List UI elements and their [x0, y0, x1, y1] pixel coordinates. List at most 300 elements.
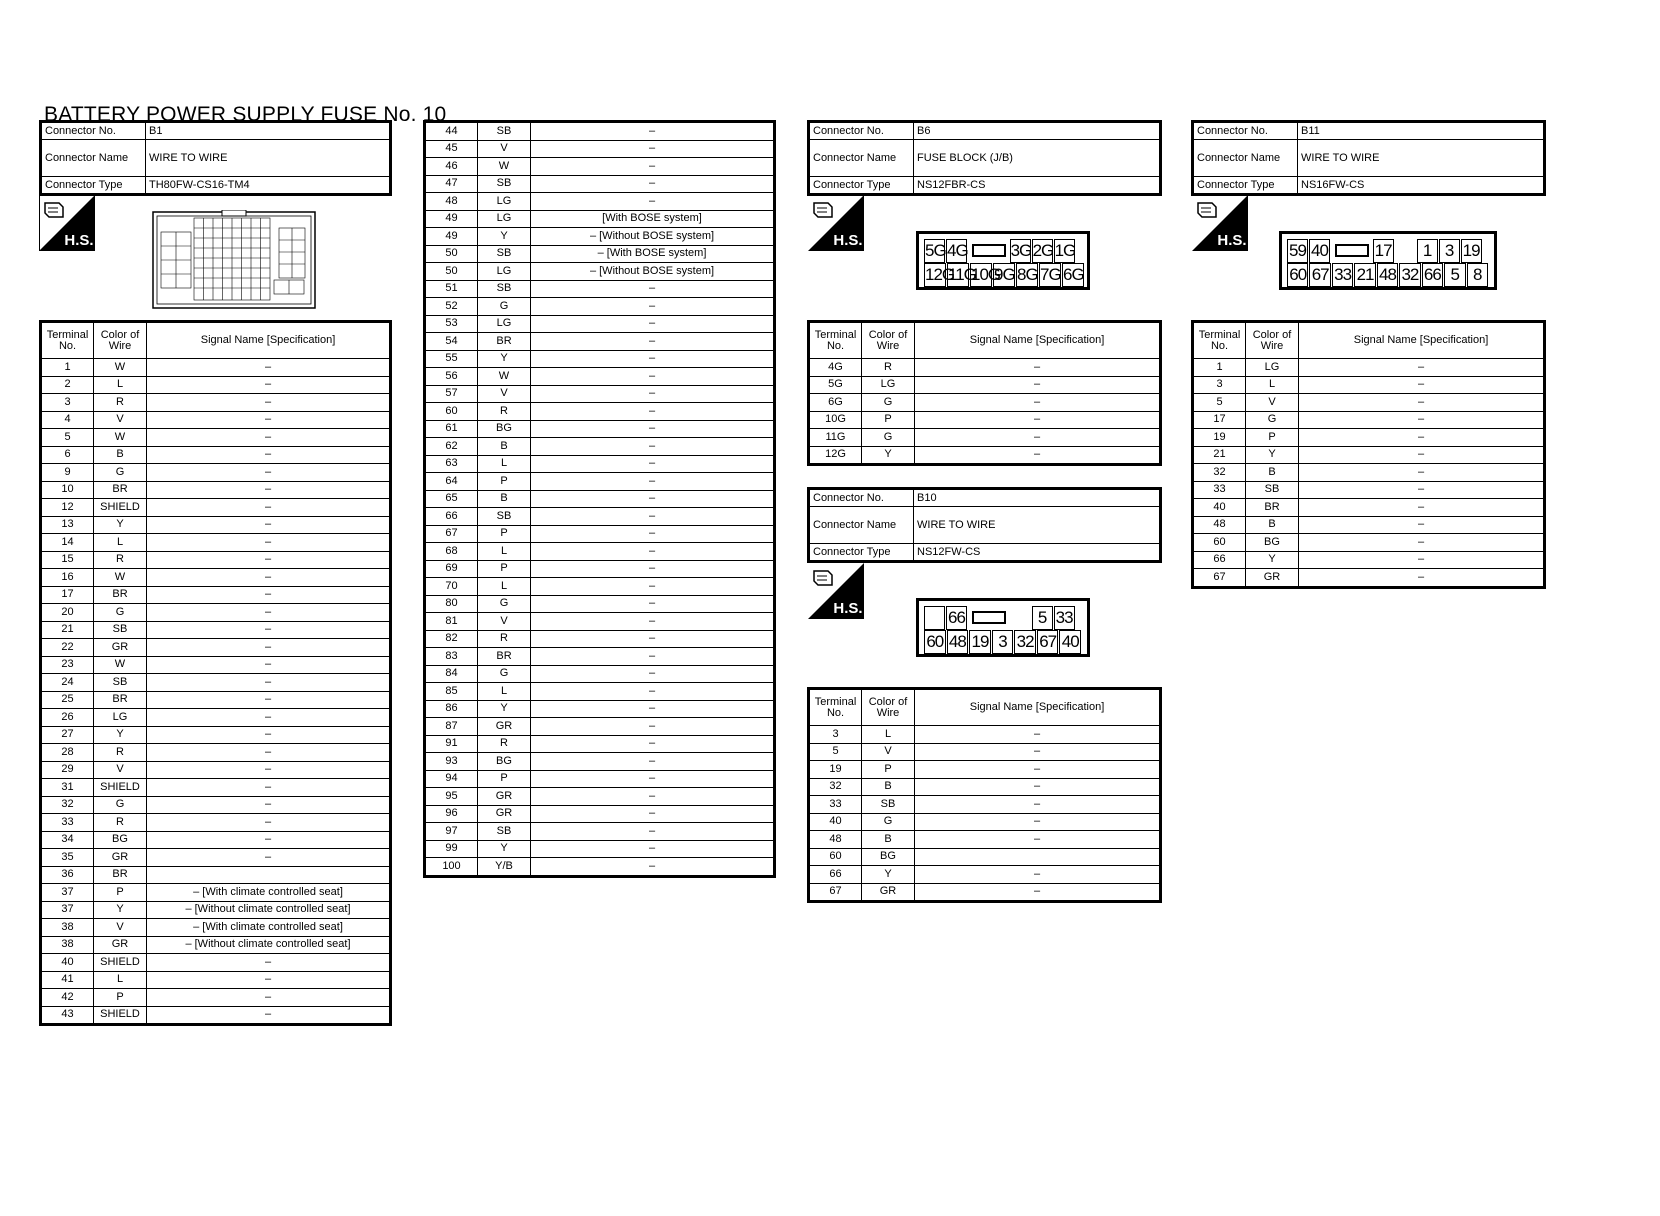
wire-color-cell: G: [862, 429, 915, 447]
signal-name-cell: –: [915, 411, 1161, 429]
terminal-no-cell: 48: [425, 193, 478, 211]
wire-color-cell: G: [1246, 411, 1299, 429]
terminal-no-cell: 63: [425, 455, 478, 473]
b10-connector-no: B10: [914, 489, 1161, 507]
signal-name-cell: –: [147, 604, 391, 622]
table-row: [41, 831, 391, 849]
terminal-no-cell: 60: [809, 848, 862, 866]
wire-color-cell: Y: [94, 516, 147, 534]
b6-connector-type-label: Connector Type: [809, 177, 914, 195]
b10-connector-no-label: Connector No.: [809, 489, 914, 507]
table-row: [41, 971, 391, 989]
table-row: [41, 656, 391, 674]
signal-name-cell: –: [531, 823, 775, 841]
wire-color-cell: P: [478, 473, 531, 491]
terminal-no-cell: 91: [425, 735, 478, 753]
table-row: [41, 936, 391, 954]
terminal-no-cell: 67: [1193, 569, 1246, 588]
b1-connector-no: B1: [146, 122, 391, 140]
terminal-no-cell: 67: [809, 883, 862, 902]
b6-info: [807, 120, 1162, 196]
harness-side-icon-b6: [808, 195, 864, 251]
signal-name-cell: –: [915, 429, 1161, 447]
signal-name-cell: –: [147, 586, 391, 604]
table-row: [1193, 534, 1545, 552]
terminal-no-cell: 5G: [809, 376, 862, 394]
wire-color-cell: BR: [1246, 499, 1299, 517]
table-row: [41, 814, 391, 832]
b11-connector-name-label: Connector Name: [1193, 140, 1298, 177]
table-row: [809, 778, 1161, 796]
terminal-no-cell: 32: [1193, 464, 1246, 482]
table-row: [809, 831, 1161, 849]
terminal-no-cell: 1: [41, 359, 94, 377]
table-row: [425, 683, 775, 701]
signal-name-cell: –: [531, 543, 775, 561]
table-row: [41, 621, 391, 639]
connector-pin: 32: [1399, 263, 1420, 287]
signal-name-cell: –: [1299, 411, 1545, 429]
wire-color-cell: L: [862, 726, 915, 744]
wire-color-cell: SB: [94, 621, 147, 639]
col-color-header: Color of Wire: [94, 322, 147, 359]
wire-color-cell: W: [94, 359, 147, 377]
wire-color-cell: SHIELD: [94, 779, 147, 797]
signal-name-cell: – [Without BOSE system]: [531, 263, 775, 281]
table-row: [1193, 376, 1545, 394]
wire-color-cell: BG: [478, 420, 531, 438]
signal-name-cell: –: [147, 744, 391, 762]
connector-pin: 11G: [947, 263, 969, 287]
wire-color-cell: BG: [862, 848, 915, 866]
b10-connector-type-label: Connector Type: [809, 544, 914, 562]
wire-color-cell: SHIELD: [94, 954, 147, 972]
table-row: [41, 604, 391, 622]
table-row: [425, 490, 775, 508]
table-row: [425, 823, 775, 841]
signal-name-cell: –: [147, 831, 391, 849]
connector-pin: 67: [1309, 263, 1330, 287]
terminal-no-cell: 13: [41, 516, 94, 534]
terminal-no-cell: 40: [809, 813, 862, 831]
signal-name-cell: –: [531, 193, 775, 211]
connector-pin: 17: [1373, 239, 1394, 263]
signal-name-cell: –: [531, 122, 775, 141]
terminal-no-cell: 37: [41, 901, 94, 919]
wire-color-cell: V: [862, 743, 915, 761]
terminal-no-cell: 26: [41, 709, 94, 727]
wire-color-cell: R: [862, 359, 915, 377]
terminal-no-cell: 10G: [809, 411, 862, 429]
connector-pin: 66: [1422, 263, 1443, 287]
terminal-no-cell: 21: [41, 621, 94, 639]
signal-name-cell: –: [915, 394, 1161, 412]
signal-name-cell: –: [531, 473, 775, 491]
connector-pin: 60: [924, 630, 946, 654]
wire-color-cell: BG: [94, 831, 147, 849]
connector-key-slot: [972, 611, 1006, 624]
b11-connector-face: [1279, 231, 1497, 290]
table-row: [41, 429, 391, 447]
table-row: [425, 578, 775, 596]
table-row: [425, 298, 775, 316]
signal-name-cell: –: [915, 761, 1161, 779]
signal-name-cell: –: [531, 403, 775, 421]
signal-name-cell: –: [147, 954, 391, 972]
terminal-no-cell: 66: [425, 508, 478, 526]
table-row: [41, 901, 391, 919]
wire-color-cell: R: [478, 403, 531, 421]
wire-color-cell: B: [862, 831, 915, 849]
signal-name-cell: –: [147, 971, 391, 989]
table-row: [425, 805, 775, 823]
table-row: [1193, 411, 1545, 429]
connector-pin: 40: [1309, 239, 1330, 263]
hs-text: H.S.: [833, 600, 863, 617]
terminal-no-cell: 9: [41, 464, 94, 482]
signal-name-cell: –: [531, 613, 775, 631]
terminal-no-cell: 51: [425, 280, 478, 298]
b1-info: [39, 120, 392, 196]
wire-color-cell: W: [94, 429, 147, 447]
terminal-no-cell: 22: [41, 639, 94, 657]
table-row: [809, 411, 1161, 429]
signal-name-cell: –: [1299, 446, 1545, 464]
col-color-header: Color of Wire: [1246, 322, 1299, 359]
wire-color-cell: Y: [478, 350, 531, 368]
col-signal-header: Signal Name [Specification]: [915, 689, 1161, 726]
connector-empty-cavity: [1395, 239, 1416, 263]
signal-name-cell: –: [531, 630, 775, 648]
signal-name-cell: –: [915, 726, 1161, 744]
terminal-no-cell: 62: [425, 438, 478, 456]
signal-name-cell: – [Without climate controlled seat]: [147, 901, 391, 919]
terminal-no-cell: 94: [425, 770, 478, 788]
signal-name-cell: –: [531, 788, 775, 806]
table-row: [809, 446, 1161, 465]
table-row: [425, 350, 775, 368]
signal-name-cell: –: [147, 534, 391, 552]
table-row: [425, 788, 775, 806]
wire-color-cell: SB: [862, 796, 915, 814]
terminal-no-cell: 50: [425, 263, 478, 281]
terminal-no-cell: 80: [425, 595, 478, 613]
b6-connector-name: FUSE BLOCK (J/B): [914, 140, 1161, 177]
signal-name-cell: –: [531, 490, 775, 508]
signal-name-cell: –: [1299, 376, 1545, 394]
wire-color-cell: SHIELD: [94, 1006, 147, 1025]
table-row: [425, 840, 775, 858]
wire-color-cell: BR: [94, 866, 147, 884]
table-row: [41, 569, 391, 587]
terminal-no-cell: 35: [41, 849, 94, 867]
signal-name-cell: –: [915, 446, 1161, 465]
terminal-no-cell: 25: [41, 691, 94, 709]
wire-color-cell: G: [862, 394, 915, 412]
signal-name-cell: –: [531, 315, 775, 333]
b1-connector-type: TH80FW-CS16-TM4: [146, 177, 391, 195]
signal-name-cell: –: [147, 639, 391, 657]
signal-name-cell: – [Without BOSE system]: [531, 228, 775, 246]
terminal-no-cell: 65: [425, 490, 478, 508]
terminal-no-cell: 16: [41, 569, 94, 587]
wire-color-cell: LG: [94, 709, 147, 727]
signal-name-cell: –: [147, 464, 391, 482]
signal-name-cell: –: [147, 411, 391, 429]
table-row: [425, 508, 775, 526]
connector-pin: 60: [1287, 263, 1308, 287]
table-row: [41, 516, 391, 534]
signal-name-cell: –: [147, 726, 391, 744]
connector-pin: 1: [1417, 239, 1438, 263]
terminal-no-cell: 21: [1193, 446, 1246, 464]
col-terminal-header: Terminal No.: [41, 322, 94, 359]
terminal-no-cell: 33: [809, 796, 862, 814]
wire-color-cell: SB: [478, 122, 531, 141]
table-row: [425, 648, 775, 666]
hs-text: H.S.: [833, 232, 863, 249]
wire-color-cell: Y: [478, 228, 531, 246]
b1-connector-no-label: Connector No.: [41, 122, 146, 140]
terminal-no-cell: 5: [1193, 394, 1246, 412]
table-row: [425, 333, 775, 351]
wire-color-cell: B: [1246, 464, 1299, 482]
terminal-no-cell: 93: [425, 753, 478, 771]
wire-color-cell: V: [478, 385, 531, 403]
table-row: [809, 394, 1161, 412]
connector-pin: 4G: [946, 239, 967, 263]
terminal-no-cell: 48: [809, 831, 862, 849]
table-row: [41, 359, 391, 377]
terminal-no-cell: 55: [425, 350, 478, 368]
signal-name-cell: –: [531, 578, 775, 596]
wire-color-cell: P: [478, 525, 531, 543]
wire-color-cell: P: [1246, 429, 1299, 447]
wire-color-cell: GR: [94, 639, 147, 657]
wire-color-cell: V: [94, 761, 147, 779]
table-row: [425, 228, 775, 246]
table-row: [809, 848, 1161, 866]
table-row: [41, 534, 391, 552]
terminal-no-cell: 46: [425, 158, 478, 176]
signal-name-cell: –: [147, 376, 391, 394]
terminal-no-cell: 67: [425, 525, 478, 543]
signal-name-cell: –: [915, 813, 1161, 831]
connector-pin: 32: [1014, 630, 1036, 654]
table-row: [809, 429, 1161, 447]
table-row: [41, 376, 391, 394]
table-row: [1193, 516, 1545, 534]
wire-color-cell: BR: [94, 691, 147, 709]
signal-name-cell: –: [147, 394, 391, 412]
terminal-no-cell: 45: [425, 140, 478, 158]
wire-color-cell: R: [478, 630, 531, 648]
terminal-no-cell: 60: [425, 403, 478, 421]
terminal-no-cell: 32: [41, 796, 94, 814]
wire-color-cell: Y: [862, 446, 915, 465]
terminal-no-cell: 3: [1193, 376, 1246, 394]
table-row: [41, 726, 391, 744]
wire-color-cell: LG: [478, 193, 531, 211]
terminal-no-cell: 82: [425, 630, 478, 648]
signal-name-cell: –: [531, 508, 775, 526]
connector-empty-cavity: [924, 606, 945, 630]
wire-color-cell: Y: [94, 726, 147, 744]
table-row: [41, 411, 391, 429]
hs-text: H.S.: [64, 232, 94, 249]
signal-name-cell: –: [1299, 534, 1545, 552]
signal-name-cell: –: [915, 376, 1161, 394]
b11-connector-no: B11: [1298, 122, 1545, 140]
table-row: [425, 315, 775, 333]
wire-color-cell: GR: [478, 718, 531, 736]
wire-color-cell: P: [862, 761, 915, 779]
signal-name-cell: –: [147, 796, 391, 814]
signal-name-cell: –: [531, 753, 775, 771]
wire-color-cell: R: [94, 394, 147, 412]
terminal-no-cell: 42: [41, 989, 94, 1007]
harness-side-icon-b10: [808, 563, 864, 619]
terminal-no-cell: 95: [425, 788, 478, 806]
wire-color-cell: Y: [1246, 551, 1299, 569]
connector-pin: 67: [1037, 630, 1059, 654]
b1-pin-table-continued: [423, 120, 776, 878]
connector-pin: 66: [946, 606, 967, 630]
wire-color-cell: P: [478, 770, 531, 788]
connector-key-slot: [972, 244, 1006, 257]
signal-name-cell: –: [531, 420, 775, 438]
table-row: [809, 359, 1161, 377]
terminal-no-cell: 10: [41, 481, 94, 499]
connector-pin: 19: [969, 630, 991, 654]
table-row: [1193, 481, 1545, 499]
wire-color-cell: LG: [478, 210, 531, 228]
wire-color-cell: W: [94, 656, 147, 674]
wire-color-cell: BR: [94, 481, 147, 499]
signal-name-cell: –: [531, 158, 775, 176]
signal-name-cell: – [With BOSE system]: [531, 245, 775, 263]
connector-pin: 5: [1444, 263, 1465, 287]
col-color-header: Color of Wire: [862, 322, 915, 359]
terminal-no-cell: 17: [41, 586, 94, 604]
signal-name-cell: –: [1299, 464, 1545, 482]
table-row: [425, 595, 775, 613]
signal-name-cell: –: [1299, 359, 1545, 377]
table-row: [1193, 551, 1545, 569]
wire-color-cell: R: [478, 735, 531, 753]
b1-connector-name: WIRE TO WIRE: [146, 140, 391, 177]
wire-color-cell: L: [478, 683, 531, 701]
terminal-no-cell: 60: [1193, 534, 1246, 552]
wire-color-cell: P: [94, 989, 147, 1007]
wire-color-cell: GR: [1246, 569, 1299, 588]
signal-name-cell: –: [1299, 569, 1545, 588]
table-row: [41, 761, 391, 779]
signal-name-cell: –: [147, 709, 391, 727]
signal-name-cell: –: [531, 683, 775, 701]
table-row: [425, 718, 775, 736]
b11-pin-table: [1191, 320, 1546, 589]
terminal-no-cell: 97: [425, 823, 478, 841]
table-row: [425, 385, 775, 403]
terminal-no-cell: 47: [425, 175, 478, 193]
terminal-no-cell: 54: [425, 333, 478, 351]
wire-color-cell: SB: [478, 823, 531, 841]
wire-color-cell: Y: [1246, 446, 1299, 464]
terminal-no-cell: 14: [41, 534, 94, 552]
signal-name-cell: – [With climate controlled seat]: [147, 919, 391, 937]
b10-connector-face: [916, 598, 1090, 657]
wire-color-cell: L: [1246, 376, 1299, 394]
signal-name-cell: –: [1299, 429, 1545, 447]
wire-color-cell: GR: [478, 788, 531, 806]
wire-color-cell: BR: [478, 333, 531, 351]
col-signal-header: Signal Name [Specification]: [147, 322, 391, 359]
terminal-no-cell: 37: [41, 884, 94, 902]
terminal-no-cell: 3: [809, 726, 862, 744]
terminal-no-cell: 28: [41, 744, 94, 762]
signal-name-cell: –: [147, 499, 391, 517]
signal-name-cell: –: [531, 368, 775, 386]
wire-color-cell: BG: [478, 753, 531, 771]
wire-color-cell: BR: [478, 648, 531, 666]
terminal-no-cell: 20: [41, 604, 94, 622]
table-row: [41, 481, 391, 499]
wire-color-cell: L: [478, 455, 531, 473]
b6-connector-name-label: Connector Name: [809, 140, 914, 177]
table-row: [1193, 464, 1545, 482]
b6-connector-no-label: Connector No.: [809, 122, 914, 140]
terminal-no-cell: 64: [425, 473, 478, 491]
b11-connector-no-label: Connector No.: [1193, 122, 1298, 140]
b11-connector-type-label: Connector Type: [1193, 177, 1298, 195]
wire-color-cell: BR: [94, 586, 147, 604]
wire-color-cell: G: [478, 298, 531, 316]
terminal-no-cell: 32: [809, 778, 862, 796]
signal-name-cell: –: [915, 866, 1161, 884]
table-row: [809, 796, 1161, 814]
table-row: [41, 446, 391, 464]
signal-name-cell: [With BOSE system]: [531, 210, 775, 228]
terminal-no-cell: 19: [809, 761, 862, 779]
terminal-no-cell: 5: [41, 429, 94, 447]
wire-color-cell: L: [94, 971, 147, 989]
table-row: [1193, 394, 1545, 412]
wire-color-cell: SB: [478, 245, 531, 263]
terminal-no-cell: 2: [41, 376, 94, 394]
connector-pin: 8: [1467, 263, 1488, 287]
wire-color-cell: GR: [94, 936, 147, 954]
terminal-no-cell: 12G: [809, 446, 862, 465]
connector-pin: 48: [1377, 263, 1398, 287]
signal-name-cell: –: [915, 796, 1161, 814]
table-row: [809, 883, 1161, 902]
table-row: [41, 639, 391, 657]
b6-connector-face: [916, 231, 1090, 290]
terminal-no-cell: 4: [41, 411, 94, 429]
terminal-no-cell: 38: [41, 936, 94, 954]
signal-name-cell: –: [531, 350, 775, 368]
table-row: [41, 744, 391, 762]
signal-name-cell: –: [147, 1006, 391, 1025]
terminal-no-cell: 40: [41, 954, 94, 972]
signal-name-cell: –: [531, 665, 775, 683]
table-row: [1193, 569, 1545, 588]
col-terminal-header: Terminal No.: [809, 689, 862, 726]
connector-pin: 3: [992, 630, 1014, 654]
wire-color-cell: V: [478, 613, 531, 631]
table-row: [425, 140, 775, 158]
